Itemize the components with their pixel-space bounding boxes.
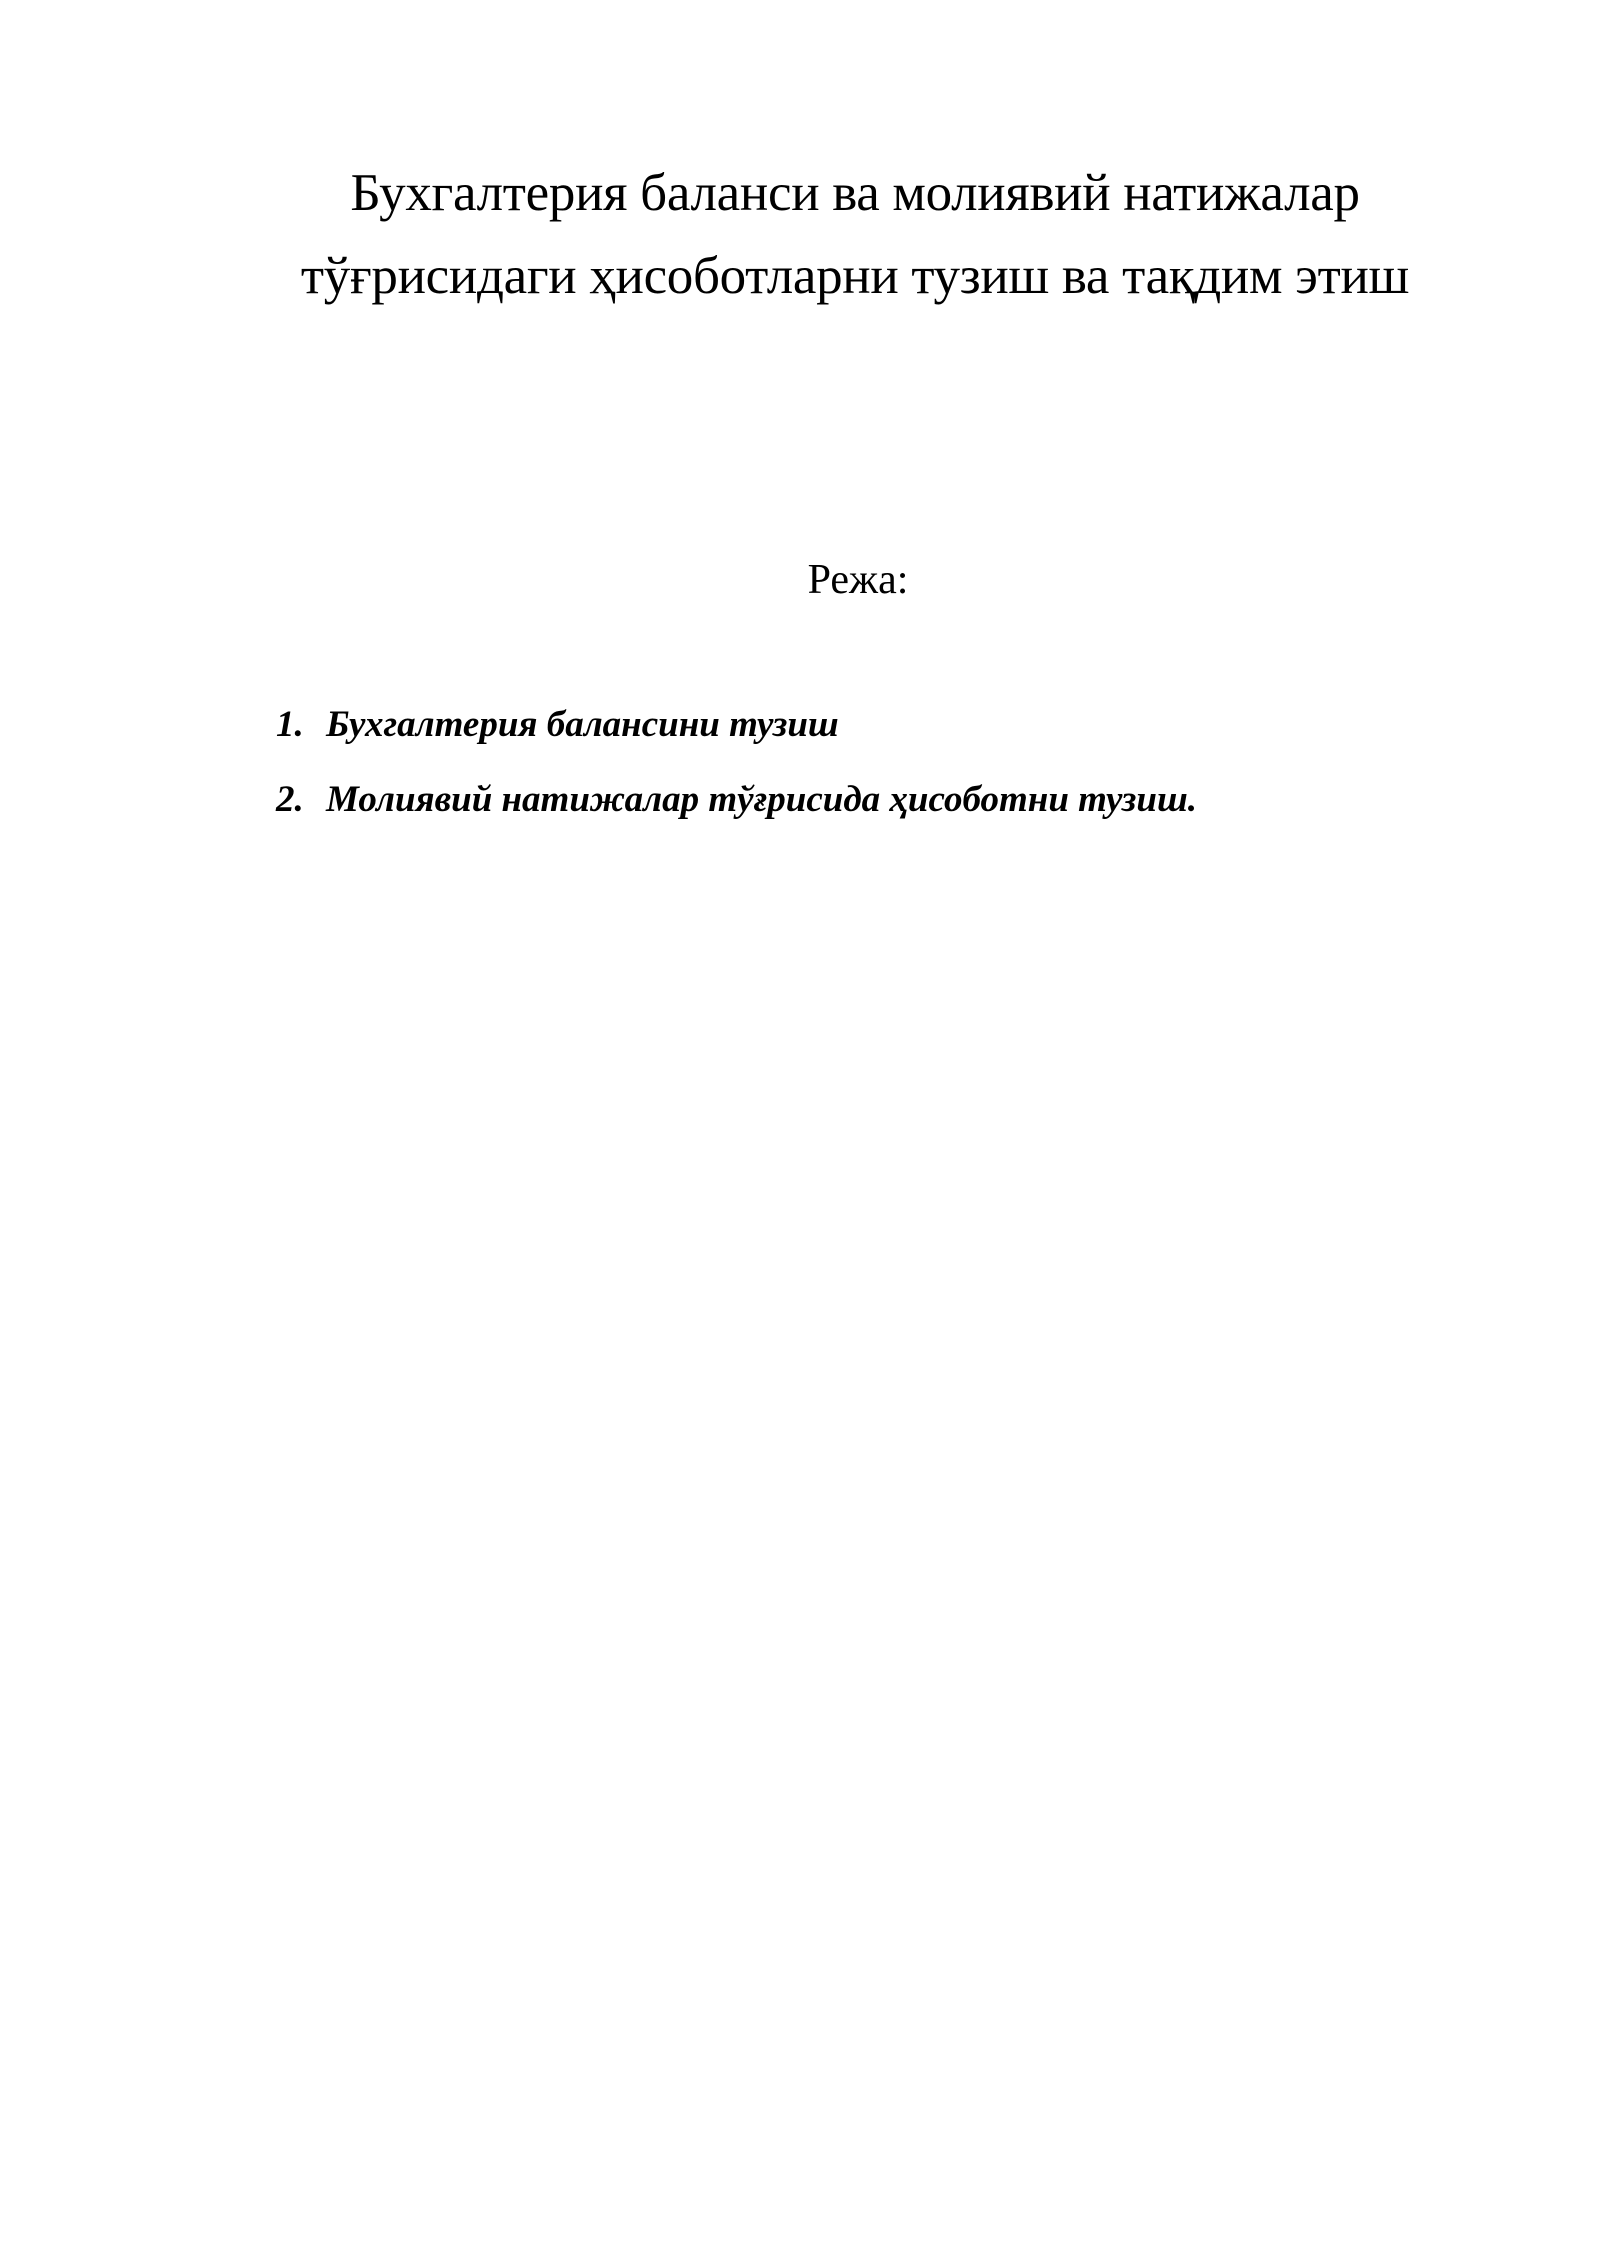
title-line-2: тўғрисидаги ҳисоботларни тузиш ва тақдим этиш	[300, 247, 1410, 305]
plan-item-number: 2.	[276, 779, 304, 820]
plan-item	[276, 775, 1197, 825]
plan-item-text: Молиявий натижалар тўғрисида ҳисоботни тузиш.	[326, 779, 1198, 820]
plan-item-text: Бухгалтерия балансини тузиш	[326, 704, 839, 745]
plan-item-number: 1.	[276, 704, 304, 745]
document-title	[0, 152, 1600, 318]
plan-item	[276, 700, 1197, 750]
plan-list	[276, 700, 1197, 850]
plan-heading: Режа:	[807, 557, 909, 603]
title-line-1: Бухгалтерия баланси ва молиявий натижалар	[350, 164, 1360, 222]
